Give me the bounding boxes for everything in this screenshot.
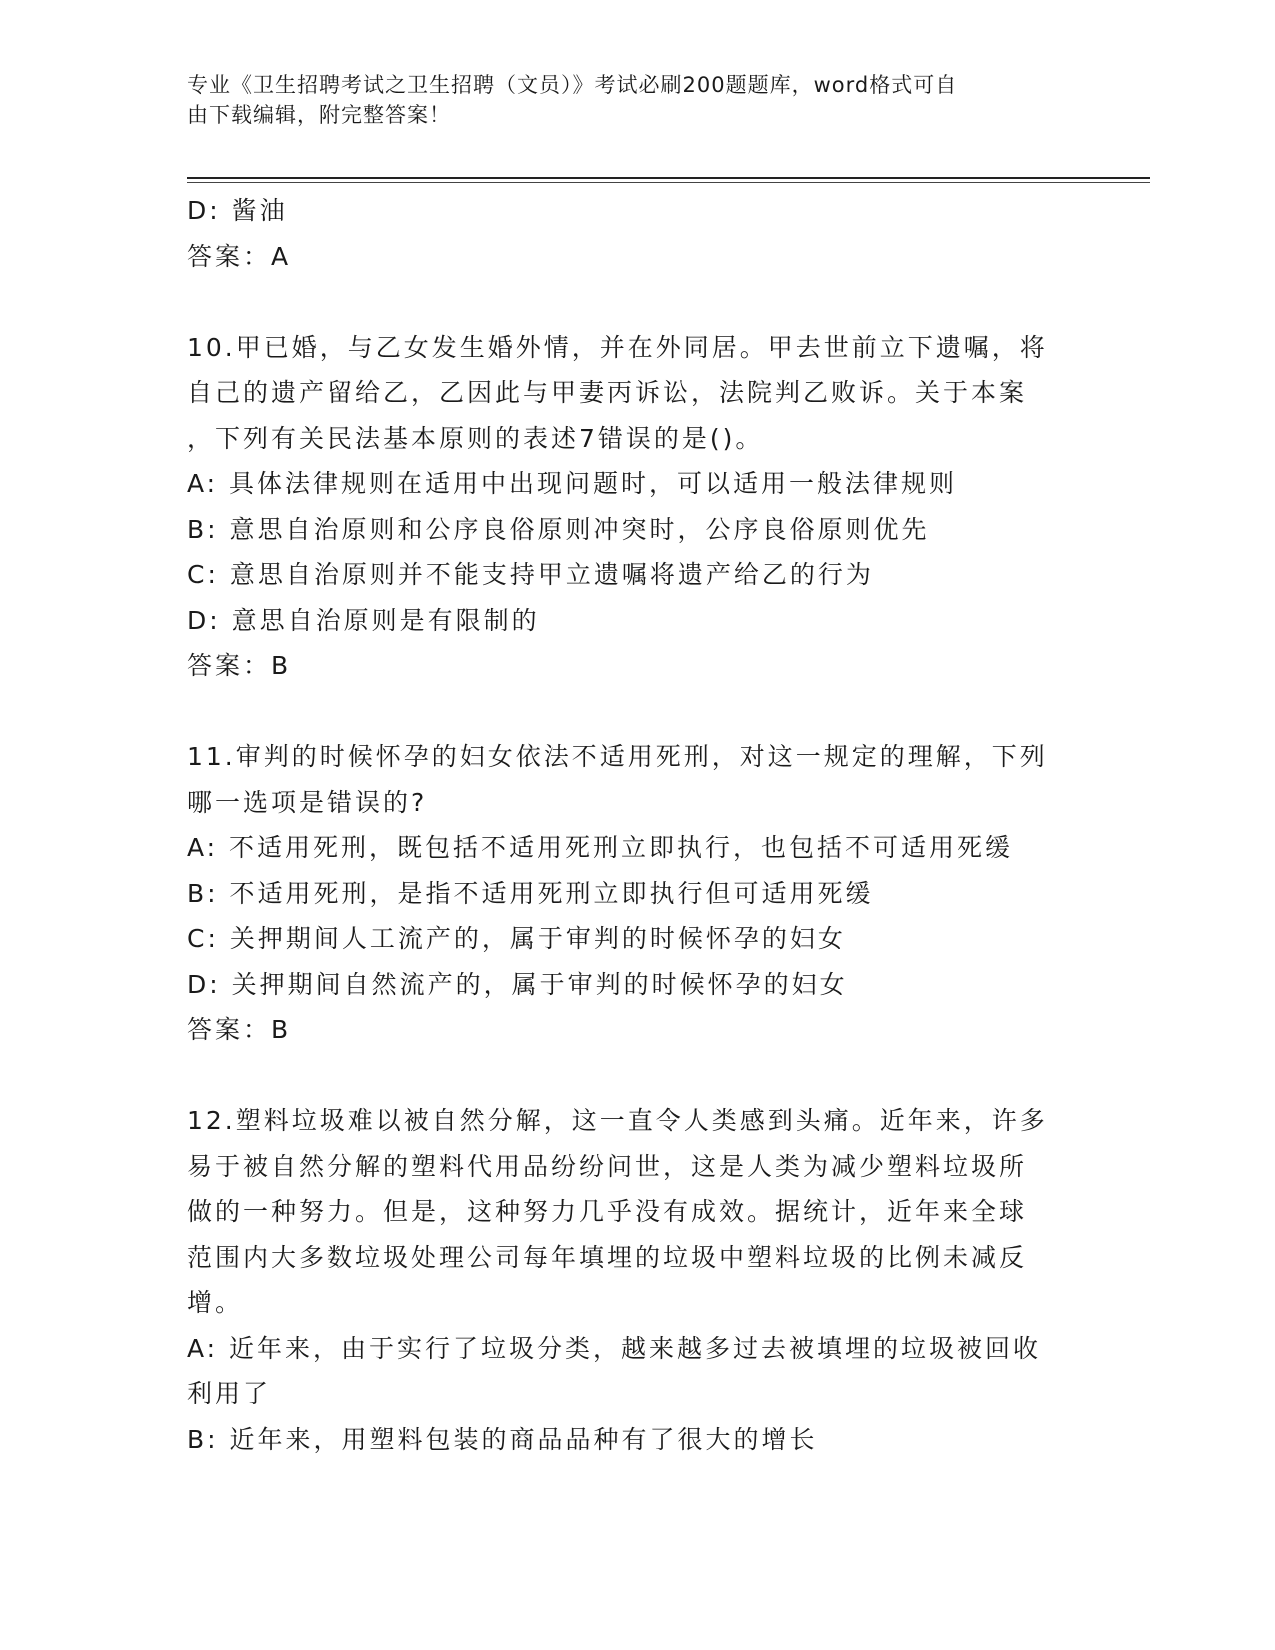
q11-option-b: B: 不适用死刑，是指不适用死刑立即执行但可适用死缓 bbox=[187, 878, 874, 908]
q10-stem-line-1: 10.甲已婚，与乙女发生婚外情，并在外同居。甲去世前立下遗嘱，将 bbox=[187, 332, 1048, 362]
header-line-2: 由下载编辑，附完整答案！ bbox=[187, 103, 451, 127]
q12-stem-line-3: 做的一种努力。但是，这种努力几乎没有成效。据统计，近年来全球 bbox=[187, 1197, 1028, 1226]
q10-stem-line-2: 自己的遗产留给乙，乙因此与甲妻丙诉讼，法院判乙败诉。关于本案 bbox=[187, 378, 1028, 407]
q12-stem-line-5: 增。 bbox=[187, 1288, 244, 1317]
q10-stem-line-3: ，下列有关民法基本原则的表述7错误的是()。 bbox=[187, 423, 764, 453]
q9-option-d: D: 酱油 bbox=[187, 196, 288, 225]
spacer bbox=[187, 279, 1067, 325]
q10-option-b: B: 意思自治原则和公序良俗原则冲突时，公序良俗原则优先 bbox=[187, 514, 930, 544]
q11-stem-line-2: 哪一选项是错误的? bbox=[187, 787, 428, 817]
header-divider-thick bbox=[187, 177, 1150, 179]
spacer bbox=[187, 689, 1067, 735]
q11-option-d: D: 关押期间自然流产的，属于审判的时候怀孕的妇女 bbox=[187, 969, 848, 999]
header-divider-thin bbox=[187, 182, 1150, 183]
q10-answer: 答案：B bbox=[187, 651, 292, 680]
question-9 bbox=[187, 188, 1067, 279]
q10-option-a: A: 具体法律规则在适用中出现问题时，可以适用一般法律规则 bbox=[187, 469, 958, 498]
q12-option-a-line-1: A: 近年来，由于实行了垃圾分类，越来越多过去被填埋的垃圾被回收 bbox=[187, 1333, 1042, 1363]
q11-stem-line-1: 11.审判的时候怀孕的妇女依法不适用死刑，对这一规定的理解，下列 bbox=[187, 742, 1048, 771]
q12-option-a-line-2: 利用了 bbox=[187, 1379, 272, 1408]
q12-stem-line-1: 12.塑料垃圾难以被自然分解，这一直令人类感到头痛。近年来，许多 bbox=[187, 1106, 1048, 1135]
q10-option-d: D: 意思自治原则是有限制的 bbox=[187, 605, 540, 635]
question-11 bbox=[187, 734, 1067, 1053]
q10-option-c: C: 意思自治原则并不能支持甲立遗嘱将遗产给乙的行为 bbox=[187, 560, 874, 589]
document-header bbox=[187, 70, 1077, 130]
q12-stem-line-2: 易于被自然分解的塑料代用品纷纷问世，这是人类为减少塑料垃圾所 bbox=[187, 1151, 1028, 1181]
q9-answer: 答案：A bbox=[187, 241, 292, 271]
question-12 bbox=[187, 1098, 1067, 1462]
spacer bbox=[187, 1053, 1067, 1099]
q11-option-a: A: 不适用死刑，既包括不适用死刑立即执行，也包括不可适用死缓 bbox=[187, 833, 1014, 862]
q11-option-c: C: 关押期间人工流产的，属于审判的时候怀孕的妇女 bbox=[187, 924, 846, 953]
question-content bbox=[187, 188, 1067, 1462]
header-line-1: 专业《卫生招聘考试之卫生招聘（文员）》考试必刷200题题库，word格式可自 bbox=[187, 73, 958, 97]
q12-stem-line-4: 范围内大多数垃圾处理公司每年填埋的垃圾中塑料垃圾的比例未减反 bbox=[187, 1242, 1028, 1272]
q12-option-b: B: 近年来，用塑料包装的商品品种有了很大的增长 bbox=[187, 1424, 818, 1454]
q11-answer: 答案：B bbox=[187, 1015, 292, 1044]
question-10 bbox=[187, 325, 1067, 689]
